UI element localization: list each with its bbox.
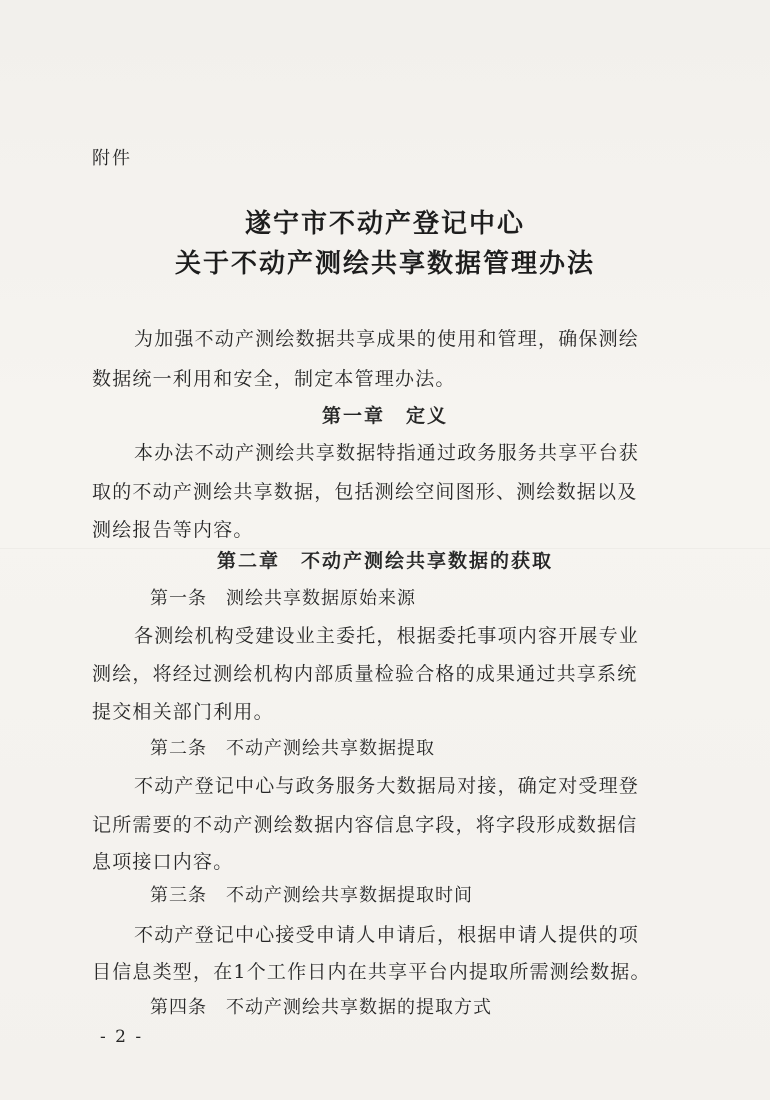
article-1-heading: 第一条 测绘共享数据原始来源 <box>150 588 416 609</box>
document-title-line-1: 遂宁市不动产登记中心 <box>244 209 525 239</box>
page-number: - 2 - <box>100 1027 144 1047</box>
article-3-line-1: 不动产登记中心接受申请人申请后，根据申请人提供的项 <box>134 924 640 946</box>
chapter-2-heading: 第二章 不动产测绘共享数据的获取 <box>216 550 553 572</box>
chapter-1-line-3: 测绘报告等内容。 <box>92 519 254 541</box>
article-2-line-1: 不动产登记中心与政务服务大数据局对接，确定对受理登 <box>134 775 640 797</box>
chapter-1-line-2: 取的不动产测绘共享数据，包括测绘空间图形、测绘数据以及 <box>92 481 638 503</box>
article-1-line-3: 提交相关部门利用。 <box>92 701 274 723</box>
article-3-line-2: 目信息类型，在1个工作日内在共享平台内提取所需测绘数据。 <box>92 961 651 983</box>
chapter-1-heading: 第一章 定义 <box>321 405 448 427</box>
article-3-heading: 第三条 不动产测绘共享数据提取时间 <box>150 885 473 906</box>
article-1-line-2: 测绘，将经过测绘机构内部质量检验合格的成果通过共享系统 <box>92 663 638 685</box>
intro-line-1: 为加强不动产测绘数据共享成果的使用和管理，确保测绘 <box>134 328 640 350</box>
article-2-line-2: 记所需要的不动产测绘数据内容信息字段，将字段形成数据信 <box>92 814 638 836</box>
article-2-line-3: 息项接口内容。 <box>92 851 234 873</box>
article-2-heading: 第二条 不动产测绘共享数据提取 <box>150 738 435 759</box>
chapter-1-line-1: 本办法不动产测绘共享数据特指通过政务服务共享平台获 <box>134 442 640 464</box>
article-1-line-1: 各测绘机构受建设业主委托，根据委托事项内容开展专业 <box>134 625 640 647</box>
article-4-heading: 第四条 不动产测绘共享数据的提取方式 <box>150 997 492 1018</box>
attachment-label: 附件 <box>92 148 132 169</box>
intro-line-2: 数据统一利用和安全，制定本管理办法。 <box>92 368 456 390</box>
document-title-line-2: 关于不动产测绘共享数据管理办法 <box>174 249 595 279</box>
